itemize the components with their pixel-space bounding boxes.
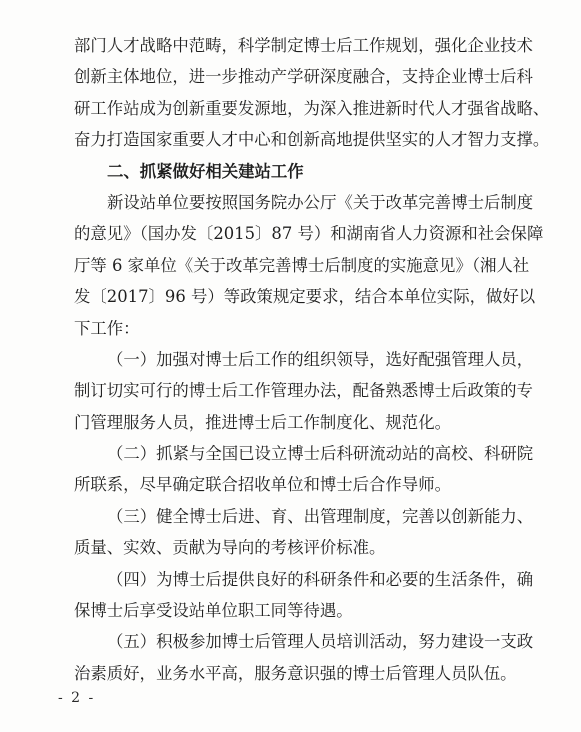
list-item-5-line: （五）积极参加博士后管理人员培训活动，努力建设一支政	[107, 632, 534, 652]
text-line: 下工作：	[74, 318, 140, 338]
text-line: 门管理服务人员，推进博士后工作制度化、规范化。	[74, 412, 451, 432]
list-item-1-line: （一）加强对博士后工作的组织领导，选好配强管理人员，	[107, 349, 534, 369]
list-item-4-line: （四）为博士后提供良好的科研条件和必要的生活条件，确	[107, 569, 534, 589]
section-heading: 二、抓紧做好相关建站工作	[107, 161, 304, 181]
list-item-3-line: （三）健全博士后进、育、出管理制度，完善以创新能力、	[107, 506, 534, 526]
text-line: 制订切实可行的博士后工作管理办法，配备熟悉博士后政策的专	[74, 381, 533, 401]
text-line: 奋力打造国家重要人才中心和创新高地提供坚实的人才智力支撑。	[74, 130, 550, 150]
text-line: 的意见》（国办发〔2015〕87 号）和湖南省人力资源和社会保障	[74, 224, 544, 244]
text-line: 创新主体地位，进一步推动产学研深度融合，支持企业博士后科	[74, 67, 533, 87]
page-number: - 2 -	[58, 690, 96, 706]
text-line: 部门人才战略中范畴，科学制定博士后工作规划，强化企业技术	[74, 36, 533, 55]
text-line: 保博士后享受设站单位职工同等待遇。	[74, 601, 353, 621]
document-body	[74, 30, 550, 689]
text-line: 所联系，尽早确定联合招收单位和博士后合作导师。	[74, 475, 451, 495]
text-line: 质量、实效、贡献为导向的考核评价标准。	[74, 538, 386, 558]
text-line: 厅等 6 家单位《关于改革完善博士后制度的实施意见》（湘人社	[74, 255, 530, 275]
text-line: 研工作站成为创新重要发源地，为深入推进新时代人才强省战略、	[74, 98, 550, 118]
paragraph-first-line: 新设站单位要按照国务院办公厅《关于改革完善博士后制度	[107, 192, 534, 212]
text-line: 发〔2017〕96 号）等政策规定要求，结合本单位实际，做好以	[74, 287, 536, 307]
list-item-2-line: （二）抓紧与全国已设立博士后科研流动站的高校、科研院	[107, 444, 534, 464]
text-line: 治素质好，业务水平高，服务意识强的博士后管理人员队伍。	[74, 663, 517, 683]
